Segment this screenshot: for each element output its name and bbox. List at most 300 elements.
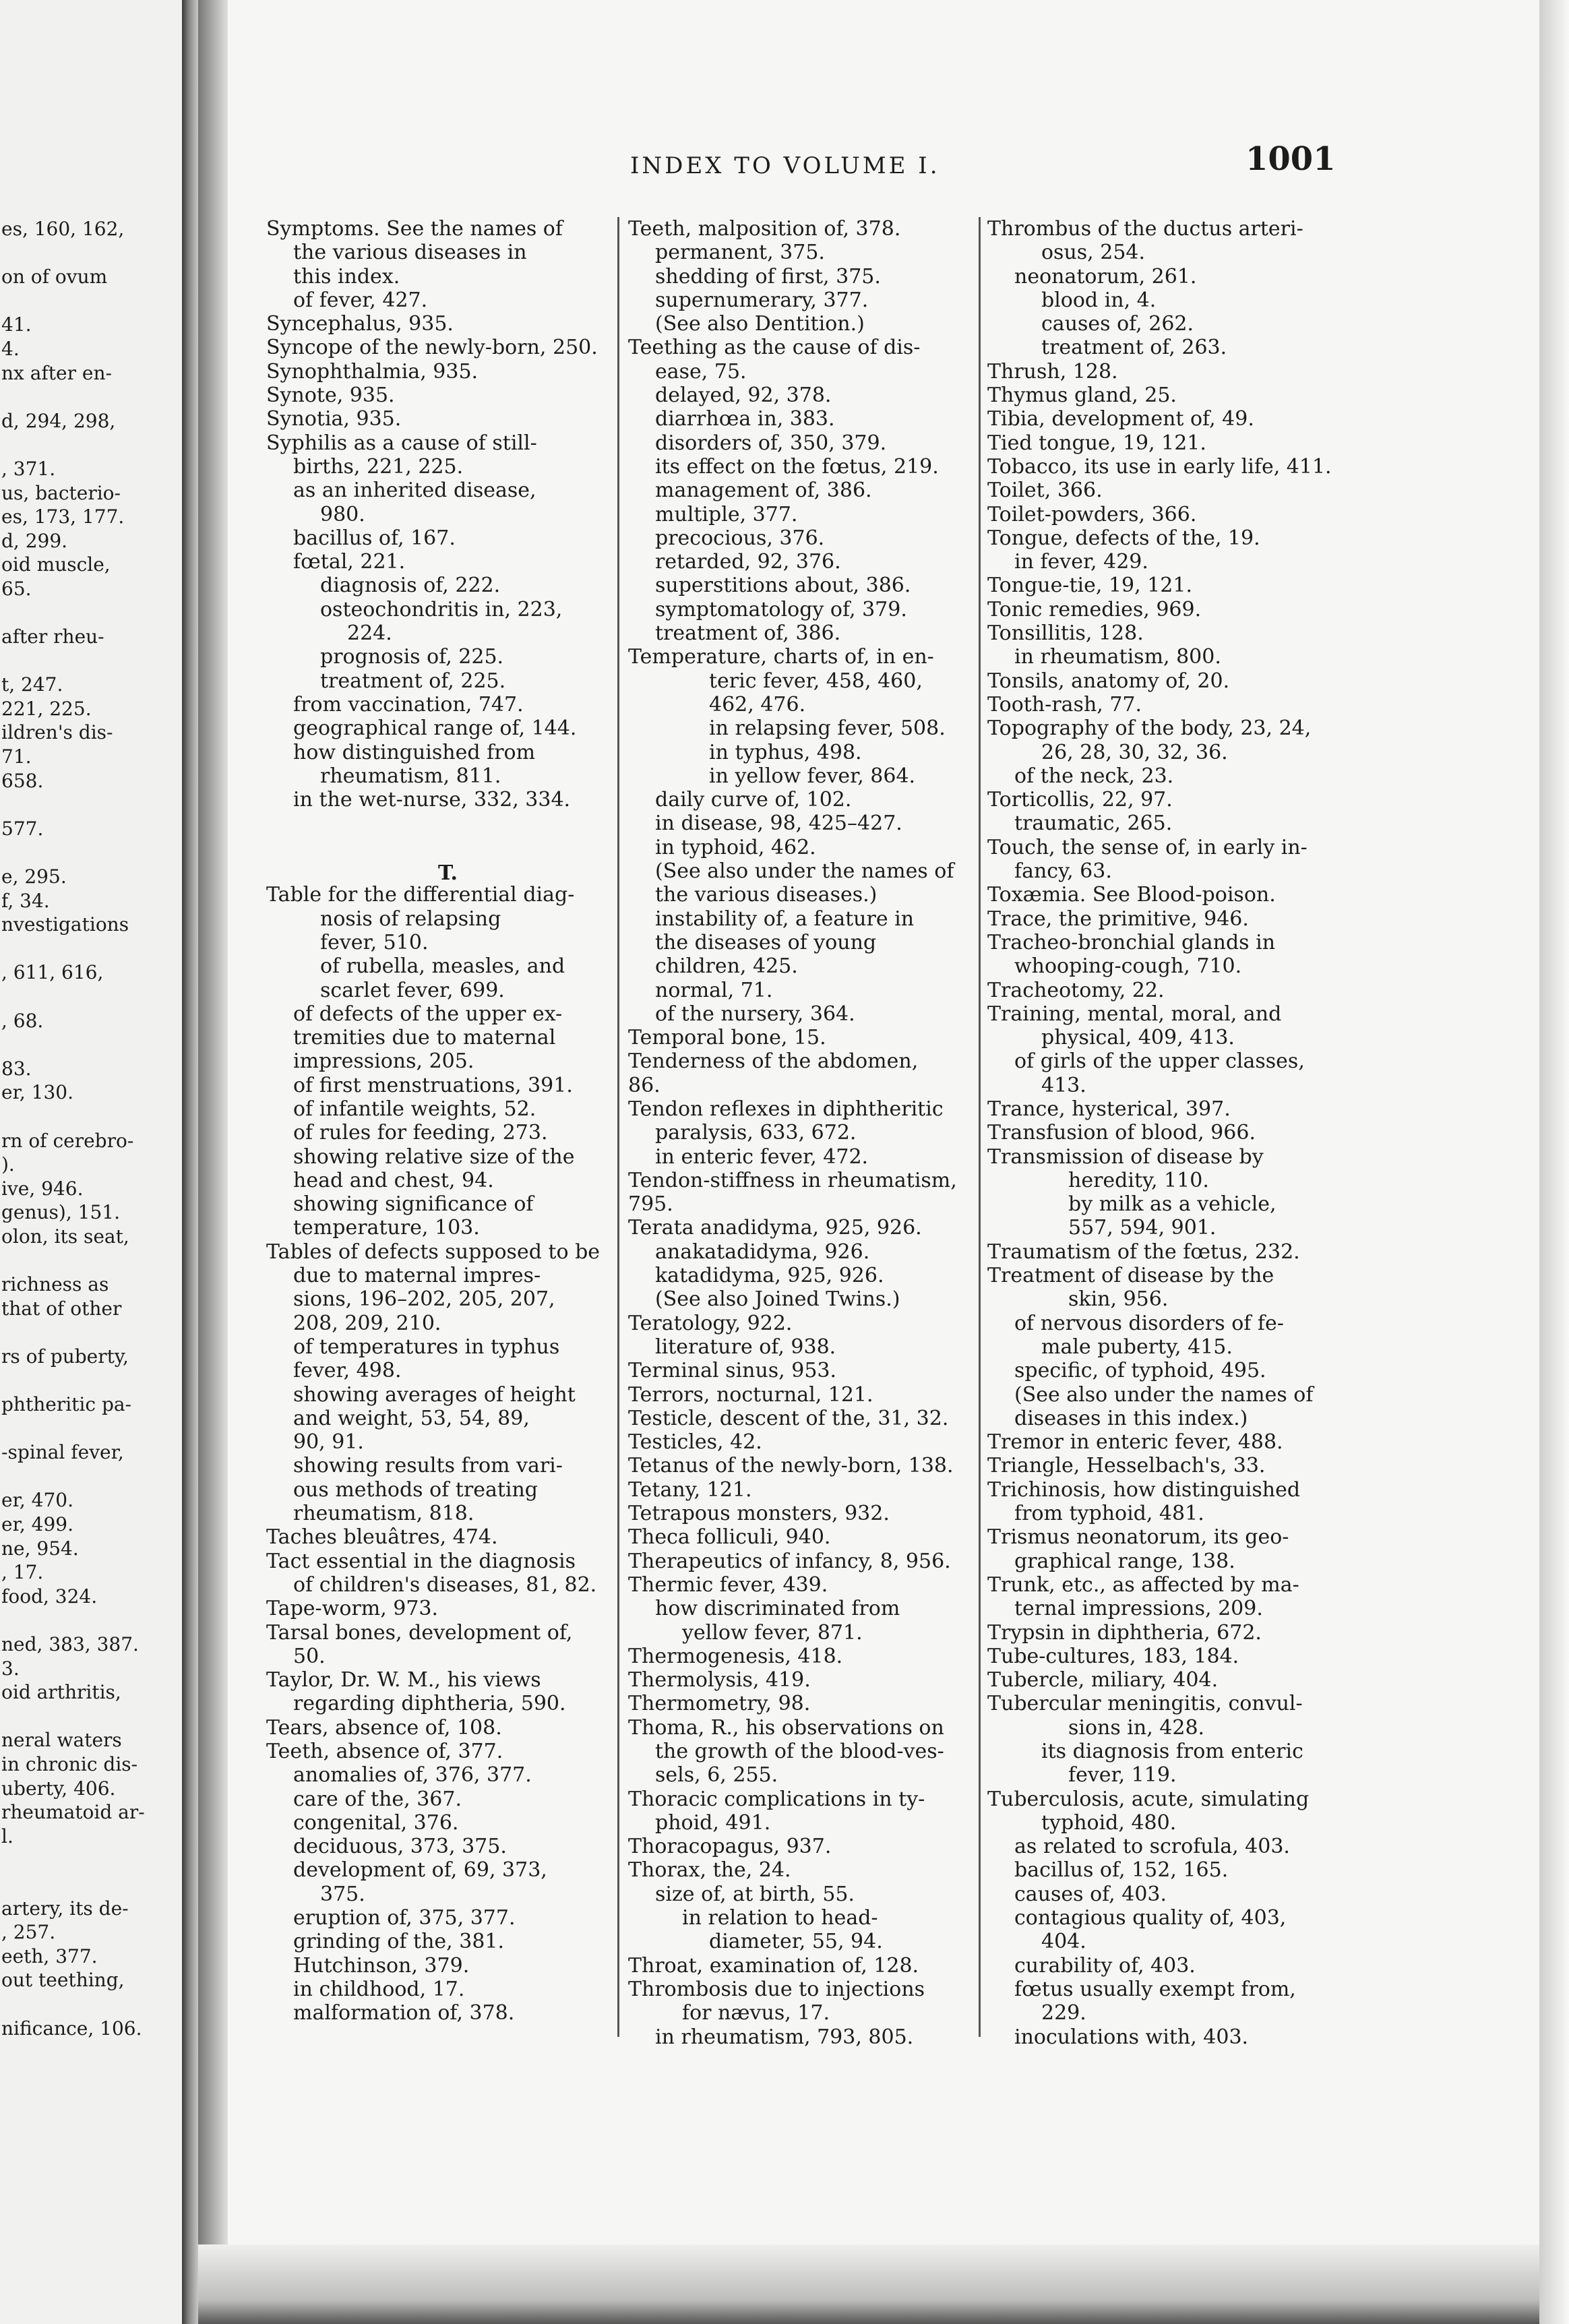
left-page-fragment: e, 295.	[1, 865, 67, 888]
left-page-fragment: phtheritic pa-	[1, 1393, 132, 1416]
index-entry: Temperature, charts of, in en-	[628, 645, 934, 669]
index-entry: regarding diphtheria, 590.	[293, 1692, 566, 1716]
left-page-fragment	[1, 1705, 145, 1729]
index-entry: Terminal sinus, 953.	[628, 1359, 837, 1383]
index-entry: fever, 510.	[320, 930, 429, 954]
index-entry: care of the, 367.	[293, 1787, 462, 1811]
index-entry: rheumatism, 811.	[320, 764, 501, 788]
index-entry: osus, 254.	[1041, 241, 1146, 265]
index-entry: the growth of the blood-ves-	[655, 1740, 944, 1763]
left-page-fragment: er, 470.	[1, 1489, 74, 1512]
index-entry: anakatadidyma, 926.	[655, 1240, 870, 1264]
left-page-fragment: 41.	[1, 313, 32, 336]
index-entry: neonatorum, 261.	[1014, 264, 1197, 288]
index-entry: 208, 209, 210.	[293, 1311, 441, 1335]
index-entry: anomalies of, 376, 377.	[293, 1763, 532, 1787]
index-entry: Taches bleuâtres, 474.	[266, 1525, 498, 1550]
index-entry: ous methods of treating	[293, 1477, 539, 1502]
left-page-fragment: ildren's dis-	[1, 721, 113, 744]
index-entry: Transfusion of blood, 966.	[987, 1121, 1256, 1145]
index-entry: 980.	[320, 502, 365, 526]
left-page-fragment: richness as	[1, 1273, 109, 1296]
left-page-fragment	[1, 1033, 145, 1057]
left-page-fragment: artery, its de-	[1, 1897, 129, 1920]
index-entry: in rheumatism, 800.	[1014, 645, 1221, 669]
running-header: INDEX TO VOLUME I.	[630, 152, 940, 179]
index-entry: Treatment of disease by the	[987, 1264, 1274, 1288]
left-page-fragment: 577.	[1, 817, 44, 840]
index-entry: symptomatology of, 379.	[655, 597, 907, 621]
index-entry: sions in, 428.	[1068, 1715, 1205, 1740]
index-entry: Toxæmia. See Blood-poison.	[987, 883, 1276, 907]
index-entry: scarlet fever, 699.	[320, 978, 505, 1002]
left-page-fragment: ned, 383, 387.	[1, 1633, 139, 1656]
index-entry: head and chest, 94.	[293, 1168, 494, 1192]
index-entry: Tears, absence of, 108.	[266, 1715, 502, 1740]
index-entry: Tuberculosis, acute, simulating	[987, 1787, 1310, 1811]
index-entry: graphical range, 138.	[1014, 1549, 1235, 1573]
index-entry: instability of, a feature in	[655, 907, 915, 931]
index-entry: Tibia, development of, 49.	[987, 407, 1254, 431]
left-page-fragment: l.	[1, 1825, 13, 1847]
index-entry: size of, at birth, 55.	[655, 1882, 855, 1906]
left-page-fragment: nificance, 106.	[1, 2017, 142, 2040]
index-entry: sions, 196–202, 205, 207,	[293, 1287, 555, 1312]
index-entry: causes of, 262.	[1041, 312, 1194, 336]
index-entry: by milk as a vehicle,	[1068, 1192, 1276, 1217]
left-page-fragment	[1, 1608, 145, 1632]
index-entry: Thoracic complications in ty-	[628, 1787, 925, 1811]
left-page-fragment: ne, 954.	[1, 1537, 79, 1560]
index-entry: Tonic remedies, 969.	[987, 597, 1202, 621]
left-page-fragment	[1, 1320, 145, 1345]
index-entry: supernumerary, 377.	[655, 288, 869, 312]
index-entry: (See also under the names of	[1014, 1382, 1314, 1407]
index-entry: Topography of the body, 23, 24,	[987, 716, 1312, 741]
left-page-fragment: 3.	[1, 1657, 20, 1680]
index-column-2	[628, 217, 957, 2049]
index-entry: paralysis, 633, 672.	[655, 1121, 857, 1145]
index-entry: in typhoid, 462.	[655, 835, 816, 859]
left-page-fragment: oid muscle,	[1, 553, 111, 576]
index-entry: Thrombosis due to injections	[628, 1977, 925, 2001]
index-entry: births, 221, 225.	[293, 454, 464, 479]
index-entry: Tetrapous monsters, 932.	[628, 1502, 890, 1526]
index-entry: in typhus, 498.	[709, 740, 862, 764]
index-entry: Tracheo-bronchial glands in	[987, 930, 1276, 954]
index-entry: showing significance of	[293, 1192, 534, 1217]
index-entry: in the wet-nurse, 332, 334.	[293, 788, 571, 812]
index-entry	[266, 812, 600, 835]
index-entry: 224.	[347, 621, 392, 646]
left-page-fragment	[1, 1848, 145, 1872]
index-entry: Thrush, 128.	[987, 359, 1118, 384]
left-page-fragment: on of ovum	[1, 266, 108, 288]
index-entry: literature of, 938.	[655, 1335, 836, 1359]
left-page-fragment: er, 499.	[1, 1513, 74, 1536]
index-entry: grinding of the, 381.	[293, 1930, 505, 1954]
index-entry: 375.	[320, 1882, 365, 1906]
index-entry: as an inherited disease,	[293, 479, 536, 503]
index-entry: 413.	[1041, 1073, 1086, 1097]
index-entry: due to maternal impres-	[293, 1264, 541, 1288]
index-entry: precocious, 376.	[655, 526, 825, 550]
left-page-fragment: genus), 151.	[1, 1201, 120, 1224]
index-entry: Teething as the cause of dis-	[628, 336, 921, 360]
index-entry: in relation to head-	[682, 1906, 878, 1930]
index-entry: Tonsillitis, 128.	[987, 621, 1144, 646]
index-entry: fever, 119.	[1068, 1763, 1177, 1787]
index-entry: Torticollis, 22, 97.	[987, 788, 1173, 812]
index-entry: shedding of first, 375.	[655, 264, 881, 288]
left-page-fragment	[1, 241, 145, 266]
index-entry: 50.	[293, 1644, 326, 1668]
index-entry: Tact essential in the diagnosis	[266, 1549, 576, 1573]
left-page-fragment: 71.	[1, 745, 32, 768]
index-entry: for nævus, 17.	[682, 2001, 830, 2025]
index-entry: Hutchinson, 379.	[293, 1953, 470, 1978]
index-entry: Syncephalus, 935.	[266, 312, 454, 336]
index-entry: Syphilis as a cause of still-	[266, 431, 537, 455]
index-entry: diseases in this index.)	[1014, 1406, 1248, 1430]
index-entry: Thymus gland, 25.	[987, 384, 1177, 408]
index-entry: curability of, 403.	[1014, 1953, 1196, 1978]
left-page-fragment: nx after en-	[1, 361, 112, 384]
index-entry: skin, 956.	[1068, 1287, 1169, 1312]
index-entry: physical, 409, 413.	[1041, 1026, 1235, 1050]
index-entry: Tape-worm, 973.	[266, 1597, 439, 1621]
index-entry: of temperatures in typhus	[293, 1335, 560, 1359]
index-entry: of infantile weights, 52.	[293, 1097, 536, 1121]
left-page-fragment: in chronic dis-	[1, 1753, 138, 1775]
left-page-fragments	[1, 217, 145, 2040]
index-entry: of children's diseases, 81, 82.	[293, 1572, 597, 1597]
index-entry: Terrors, nocturnal, 121.	[628, 1382, 873, 1407]
left-page-fragment: t, 247.	[1, 673, 63, 696]
index-entry: Thoracopagus, 937.	[628, 1835, 832, 1859]
left-page-fragment: 221, 225.	[1, 697, 92, 720]
index-entry: sels, 6, 255.	[655, 1763, 778, 1787]
index-entry: retarded, 92, 376.	[655, 550, 841, 574]
index-entry: (See also under the names of	[655, 859, 954, 884]
index-entry: Tobacco, its use in early life, 411.	[987, 454, 1332, 479]
index-entry: Toilet, 366.	[987, 479, 1103, 503]
index-entry: from vaccination, 747.	[293, 692, 524, 716]
index-entry: delayed, 92, 378.	[655, 384, 832, 408]
index-entry: 26, 28, 30, 32, 36.	[1041, 740, 1228, 764]
index-entry: of the neck, 23.	[1014, 764, 1174, 788]
index-entry: Trace, the primitive, 946.	[987, 907, 1249, 931]
index-entry: Theca folliculi, 940.	[628, 1525, 831, 1550]
index-entry: in relapsing fever, 508.	[709, 716, 946, 741]
index-entry: treatment of, 263.	[1041, 336, 1227, 360]
index-entry: heredity, 110.	[1068, 1168, 1209, 1192]
index-entry: ease, 75.	[655, 359, 747, 384]
index-entry: treatment of, 386.	[655, 621, 841, 646]
left-page-fragment: es, 160, 162,	[1, 218, 125, 240]
index-entry: development of, 69, 373,	[293, 1858, 547, 1883]
index-entry: in enteric fever, 472.	[655, 1144, 869, 1169]
index-entry: geographical range of, 144.	[293, 716, 577, 741]
left-page-fragment	[1, 1249, 145, 1273]
index-entry: in disease, 98, 425–427.	[655, 812, 902, 836]
index-entry: of rubella, measles, and	[320, 954, 565, 979]
index-entry: Teeth, absence of, 377.	[266, 1740, 503, 1763]
left-page-fragment: er, 130.	[1, 1081, 74, 1104]
left-page-fragment	[1, 1105, 145, 1129]
left-page-fragment: , 371.	[1, 457, 56, 480]
index-entry: Synophthalmia, 935.	[266, 359, 479, 384]
index-entry: Toilet-powders, 366.	[987, 502, 1197, 526]
left-page-fragment: d, 299.	[1, 529, 68, 552]
index-entry: (See also Joined Twins.)	[655, 1287, 900, 1312]
index-entry: Tonsils, anatomy of, 20.	[987, 669, 1230, 693]
left-page-fragment: after rheu-	[1, 625, 104, 648]
index-entry: deciduous, 373, 375.	[293, 1835, 507, 1859]
bottom-shadow	[198, 2244, 1539, 2324]
index-entry: management of, 386.	[655, 479, 872, 503]
index-entry: superstitions about, 386.	[655, 574, 911, 598]
index-entry: the diseases of young	[655, 930, 877, 954]
index-entry: fancy, 63.	[1014, 859, 1112, 884]
index-entry: Tendon-stiffness in rheumatism,	[628, 1168, 957, 1192]
index-entry: Triangle, Hesselbach's, 33.	[987, 1454, 1266, 1478]
index-entry: 557, 594, 901.	[1068, 1216, 1217, 1240]
index-entry	[266, 836, 600, 859]
index-entry: Trunk, etc., as affected by ma-	[987, 1572, 1299, 1597]
left-page-fragment: f, 34.	[1, 889, 50, 912]
index-entry: fever, 498.	[293, 1359, 402, 1383]
index-entry: specific, of typhoid, 495.	[1014, 1359, 1266, 1383]
index-entry: the various diseases in	[293, 241, 527, 265]
index-entry: impressions, 205.	[293, 1049, 474, 1074]
index-entry: daily curve of, 102.	[655, 788, 852, 812]
index-entry	[266, 859, 600, 883]
index-entry: phoid, 491.	[655, 1810, 771, 1835]
index-entry: in childhood, 17.	[293, 1977, 465, 2001]
index-entry: 86.	[628, 1073, 660, 1097]
index-entry: traumatic, 265.	[1014, 812, 1173, 836]
index-entry: and weight, 53, 54, 89,	[293, 1406, 530, 1430]
left-page-fragment: out teething,	[1, 1969, 125, 1992]
index-entry: its diagnosis from enteric	[1041, 1740, 1303, 1763]
index-entry: prognosis of, 225.	[320, 645, 504, 669]
index-entry: bacillus of, 152, 165.	[1014, 1858, 1229, 1883]
left-page-fragment: , 17.	[1, 1561, 44, 1584]
index-entry: Tracheotomy, 22.	[987, 978, 1165, 1002]
index-entry: nosis of relapsing	[320, 907, 501, 931]
left-page-fragment: us, bacterio-	[1, 481, 121, 504]
left-page-fragment: olon, its seat,	[1, 1225, 129, 1248]
index-entry: Tenderness of the abdomen,	[628, 1049, 919, 1074]
left-page-fragment: rs of puberty,	[1, 1345, 129, 1368]
index-entry: 90, 91.	[293, 1430, 364, 1455]
index-entry: 795.	[628, 1192, 673, 1217]
index-entry: treatment of, 225.	[320, 669, 506, 693]
index-entry: this index.	[293, 264, 400, 288]
index-entry: multiple, 377.	[655, 502, 798, 526]
index-entry: Trichinosis, how distinguished	[987, 1477, 1301, 1502]
index-entry: blood in, 4.	[1041, 288, 1157, 312]
index-entry: disorders of, 350, 379.	[655, 431, 887, 455]
index-entry: of girls of the upper classes,	[1014, 1049, 1305, 1074]
index-entry: 229.	[1041, 2001, 1086, 2025]
index-entry: as related to scrofula, 403.	[1014, 1835, 1290, 1859]
left-page-fragment: d, 294, 298,	[1, 409, 116, 432]
index-entry: diagnosis of, 222.	[320, 574, 501, 598]
index-entry: Tetany, 121.	[628, 1477, 752, 1502]
index-entry: Syncope of the newly-born, 250.	[266, 336, 598, 360]
left-page-fragment: food, 324.	[1, 1585, 98, 1608]
index-entry: Synote, 935.	[266, 384, 395, 408]
column-rule-1	[617, 217, 619, 2037]
left-page-fragment: ive, 946.	[1, 1177, 84, 1200]
index-entry: ternal impressions, 209.	[1014, 1597, 1263, 1621]
left-page-fragment: 658.	[1, 769, 44, 792]
index-entry: (See also Dentition.)	[655, 312, 865, 336]
index-entry: children, 425.	[655, 954, 798, 979]
index-entry: of first menstruations, 391.	[293, 1073, 573, 1097]
section-letter: T.	[438, 861, 458, 885]
index-entry: showing relative size of the	[293, 1144, 575, 1169]
index-entry: Thorax, the, 24.	[628, 1858, 791, 1883]
index-entry: Tongue, defects of the, 19.	[987, 526, 1260, 550]
left-page-fragment: , 257.	[1, 1921, 56, 1944]
index-entry: Testicle, descent of the, 31, 32.	[628, 1406, 949, 1430]
index-entry: normal, 71.	[655, 978, 773, 1002]
index-entry: Synotia, 935.	[266, 407, 402, 431]
index-entry: Trance, hysterical, 397.	[987, 1097, 1231, 1121]
index-entry: Trypsin in diphtheria, 672.	[987, 1620, 1262, 1645]
index-entry: Tremor in enteric fever, 488.	[987, 1430, 1283, 1455]
index-entry: Teeth, malposition of, 378.	[628, 217, 901, 241]
index-entry: Throat, examination of, 128.	[628, 1953, 919, 1978]
index-entry: malformation of, 378.	[293, 2001, 515, 2025]
index-entry: how discriminated from	[655, 1597, 900, 1621]
index-entry: Tube-cultures, 183, 184.	[987, 1644, 1239, 1668]
left-page-fragment	[1, 840, 145, 865]
index-entry: inoculations with, 403.	[1014, 2025, 1249, 2049]
index-entry: typhoid, 480.	[1041, 1810, 1177, 1835]
index-entry: of defects of the upper ex-	[293, 1002, 563, 1026]
index-entry: Tongue-tie, 19, 121.	[987, 574, 1192, 598]
index-entry: Tooth-rash, 77.	[987, 692, 1142, 716]
left-page-fragment: neral waters	[1, 1729, 122, 1752]
index-entry: of rules for feeding, 273.	[293, 1121, 548, 1145]
index-entry: Trismus neonatorum, its geo-	[987, 1525, 1289, 1550]
left-page-fragment	[1, 1369, 145, 1393]
left-page-fragment: 4.	[1, 337, 20, 360]
index-entry: rheumatism, 818.	[293, 1502, 474, 1526]
left-page-fragment	[1, 289, 145, 313]
index-entry: Tables of defects supposed to be	[266, 1240, 601, 1264]
index-entry: showing averages of height	[293, 1382, 576, 1407]
index-entry: yellow fever, 871.	[682, 1620, 863, 1645]
left-page-fragment	[1, 1872, 145, 1897]
index-entry: male puberty, 415.	[1041, 1335, 1233, 1359]
index-entry: Tubercle, miliary, 404.	[987, 1668, 1219, 1692]
left-page-fragment: 83.	[1, 1057, 32, 1080]
page-shadow	[198, 0, 228, 2324]
index-entry: Transmission of disease by	[987, 1144, 1264, 1169]
index-entry: Tied tongue, 19, 121.	[987, 431, 1206, 455]
index-entry: Tubercular meningitis, convul-	[987, 1692, 1303, 1716]
index-entry: in rheumatism, 793, 805.	[655, 2025, 914, 2049]
index-entry: of fever, 427.	[293, 288, 428, 312]
index-entry: osteochondritis in, 223,	[320, 597, 563, 621]
index-entry: Tarsal bones, development of,	[266, 1620, 573, 1645]
left-page-fragment: ).	[1, 1153, 15, 1176]
index-entry: tremities due to maternal	[293, 1026, 556, 1050]
index-entry: Teratology, 922.	[628, 1311, 793, 1335]
index-entry: in yellow fever, 864.	[709, 764, 916, 788]
index-entry: Thermometry, 98.	[628, 1692, 811, 1716]
left-page-fragment: -spinal fever,	[1, 1441, 124, 1464]
index-entry: Symptoms. See the names of	[266, 217, 563, 241]
right-edge	[1539, 0, 1569, 2324]
index-entry: how distinguished from	[293, 740, 536, 764]
left-page-fragment: rn of cerebro-	[1, 1129, 134, 1152]
left-page-fragment: , 611, 616,	[1, 961, 104, 984]
index-entry: showing results from vari-	[293, 1454, 563, 1478]
left-page-fragment	[1, 937, 145, 961]
index-entry: Taylor, Dr. W. M., his views	[266, 1668, 541, 1692]
index-entry: Table for the differential diag-	[266, 883, 575, 907]
index-entry: bacillus of, 167.	[293, 526, 456, 550]
left-page-fragment: rheumatoid ar-	[1, 1801, 145, 1824]
left-page-edge	[0, 0, 182, 2324]
index-entry: congenital, 376.	[293, 1810, 459, 1835]
index-entry: diarrhœa in, 383.	[655, 407, 835, 431]
index-entry: the various diseases.)	[655, 883, 878, 907]
left-page-fragment: oid arthritis,	[1, 1681, 121, 1704]
left-page-fragment	[1, 433, 145, 457]
left-page-fragment: nvestigations	[1, 913, 129, 936]
left-page-fragment	[1, 649, 145, 673]
index-entry: Touch, the sense of, in early in-	[987, 835, 1308, 859]
left-page-fragment	[1, 1465, 145, 1489]
index-entry: Thoma, R., his observations on	[628, 1715, 944, 1740]
index-entry: Temporal bone, 15.	[628, 1026, 826, 1050]
index-entry: Traumatism of the fœtus, 232.	[987, 1240, 1300, 1264]
index-entry: Therapeutics of infancy, 8, 956.	[628, 1549, 951, 1573]
index-entry: of nervous disorders of fe-	[1014, 1311, 1284, 1335]
index-entry: contagious quality of, 403,	[1014, 1906, 1287, 1930]
index-entry: Thrombus of the ductus arteri-	[987, 217, 1303, 241]
left-page-fragment	[1, 601, 145, 625]
column-rule-2	[979, 217, 981, 2037]
left-page-fragment: , 68.	[1, 1009, 44, 1032]
index-entry: diameter, 55, 94.	[709, 1930, 883, 1954]
index-entry: from typhoid, 481.	[1014, 1502, 1204, 1526]
index-entry: Training, mental, moral, and	[987, 1002, 1282, 1026]
left-page-fragment: that of other	[1, 1297, 122, 1320]
index-entry: in fever, 429.	[1014, 550, 1148, 574]
left-page-fragment: es, 173, 177.	[1, 506, 125, 528]
index-entry: of the nursery, 364.	[655, 1002, 855, 1026]
left-page-fragment	[1, 1992, 145, 2017]
index-entry: whooping-cough, 710.	[1014, 954, 1242, 979]
index-entry: Tendon reflexes in diphtheritic	[628, 1097, 944, 1121]
left-page-fragment	[1, 385, 145, 409]
index-entry: permanent, 375.	[655, 241, 825, 265]
left-page-fragment: eeth, 377.	[1, 1945, 98, 1967]
index-entry: temperature, 103.	[293, 1216, 480, 1240]
left-page-fragment	[1, 793, 145, 817]
index-entry: Testicles, 42.	[628, 1430, 762, 1455]
index-entry: eruption of, 375, 377.	[293, 1906, 516, 1930]
index-entry: causes of, 403.	[1014, 1882, 1167, 1906]
